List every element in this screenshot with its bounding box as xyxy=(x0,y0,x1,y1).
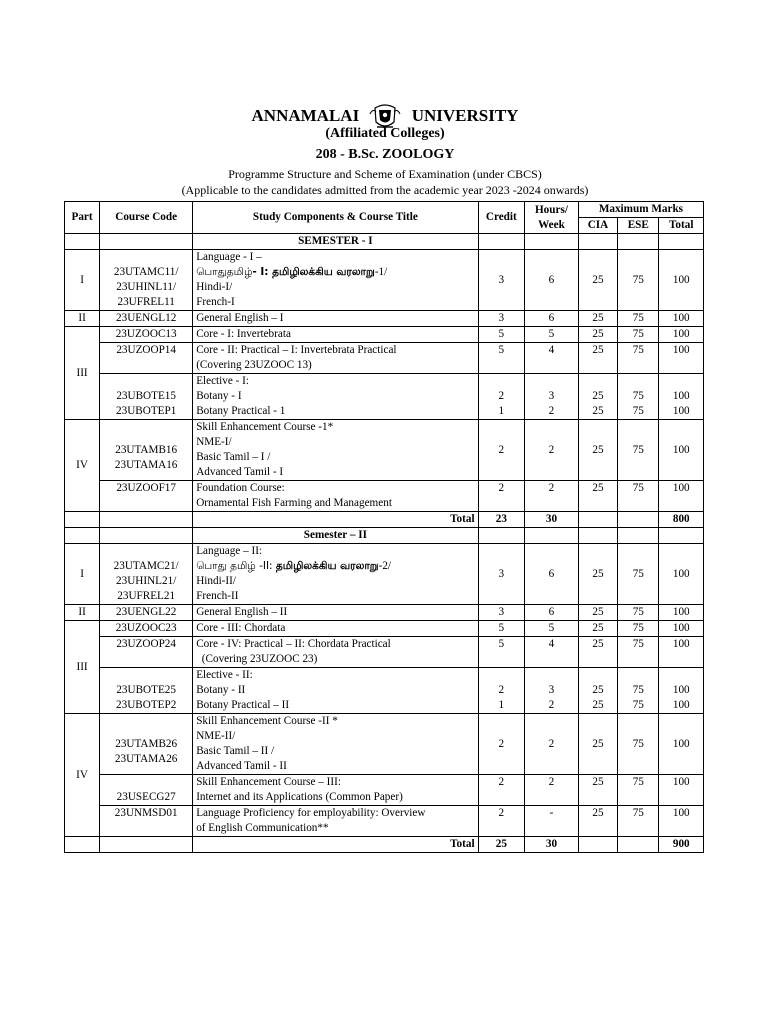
part-cell: IV xyxy=(65,420,100,512)
col-total-header: Total xyxy=(659,218,704,234)
credit-cell: 2 xyxy=(478,420,525,481)
total-cell: 100 100 xyxy=(659,374,704,420)
part-cell: II xyxy=(65,311,100,327)
hours-cell: 2 xyxy=(525,481,579,512)
total-cell: 100 100 xyxy=(659,668,704,714)
table-header-row xyxy=(65,202,704,218)
cia-cell: 25 xyxy=(578,637,617,668)
table-row xyxy=(65,806,704,837)
affiliation-subtitle: (Affiliated Colleges) xyxy=(325,126,445,141)
course-title-cell: Language – II: பொது தமிழ் -II: தமிழிலக்கிய வரலாறு-2/ Hindi-II/ French-II xyxy=(193,544,478,605)
table-row xyxy=(65,621,704,637)
cia-cell: 25 xyxy=(578,605,617,621)
cia-cell: 25 xyxy=(578,806,617,837)
table-row xyxy=(65,668,704,714)
credit-cell: 2 xyxy=(478,806,525,837)
total-cell: 100 xyxy=(659,775,704,806)
course-code-cell: 23UZOOP24 xyxy=(100,637,193,668)
ese-cell: 75 xyxy=(618,775,659,806)
table-row xyxy=(65,311,704,327)
title-left-word: ANNAMALAI xyxy=(251,106,360,125)
title-right-word: UNIVERSITY xyxy=(411,106,519,125)
course-title-cell: Core - IV: Practical – II: Chordata Practical (Covering 23UZOOC 23) xyxy=(193,637,478,668)
col-credit-header: Credit xyxy=(478,202,525,234)
course-code-cell: 23UTAMB26 23UTAMA26 xyxy=(100,714,193,775)
cia-cell: 25 xyxy=(578,250,617,311)
credit-cell: 5 xyxy=(478,637,525,668)
semester-label: Semester – II xyxy=(193,528,478,544)
ese-cell: 75 xyxy=(618,420,659,481)
total-label: Total xyxy=(193,837,478,853)
table-row xyxy=(65,250,704,311)
credit-cell: 2 xyxy=(478,481,525,512)
hours-cell: 6 xyxy=(525,250,579,311)
total-row xyxy=(65,837,704,853)
course-code-cell: 23UZOOF17 xyxy=(100,481,193,512)
max-marks-header: Maximum Marks xyxy=(578,202,703,218)
course-title-cell: Core - III: Chordata xyxy=(193,621,478,637)
course-title-cell: Foundation Course: Ornamental Fish Farming and Management xyxy=(193,481,478,512)
credit-cell: 2 1 xyxy=(478,374,525,420)
course-title-cell: General English – I xyxy=(193,311,478,327)
hours-cell: 3 2 xyxy=(525,668,579,714)
hours-cell: 4 xyxy=(525,637,579,668)
programme-structure-table xyxy=(64,201,704,853)
credit-cell: 5 xyxy=(478,343,525,374)
cia-cell: 25 xyxy=(578,420,617,481)
credit-cell: 5 xyxy=(478,621,525,637)
course-title-cell: Skill Enhancement Course -1* NME-I/ Basic Tamil – I / Advanced Tamil - I xyxy=(193,420,478,481)
course-code-cell: 23UTAMC21/ 23UHINL21/ 23UFREL21 xyxy=(100,544,193,605)
course-title-cell: General English – II xyxy=(193,605,478,621)
total-hours: 30 xyxy=(525,837,579,853)
total-row xyxy=(65,512,704,528)
col-code-header: Course Code xyxy=(100,202,193,234)
total-marks: 900 xyxy=(659,837,704,853)
total-credit: 25 xyxy=(478,837,525,853)
course-title-cell: Core - I: Invertebrata xyxy=(193,327,478,343)
credit-cell: 3 xyxy=(478,544,525,605)
ese-cell: 75 75 xyxy=(618,374,659,420)
course-code-cell: 23USECG27 xyxy=(100,775,193,806)
course-code-cell: 23UZOOC23 xyxy=(100,621,193,637)
table-row xyxy=(65,775,704,806)
ese-cell: 75 xyxy=(618,621,659,637)
part-cell: IV xyxy=(65,714,100,837)
total-cell: 100 xyxy=(659,637,704,668)
total-cell: 100 xyxy=(659,311,704,327)
cia-cell: 25 xyxy=(578,311,617,327)
hours-cell: 2 xyxy=(525,775,579,806)
total-cell: 100 xyxy=(659,481,704,512)
credit-cell: 2 xyxy=(478,714,525,775)
total-cell: 100 xyxy=(659,327,704,343)
programme-title: 208 - B.Sc. ZOOLOGY xyxy=(315,147,455,162)
part-cell: II xyxy=(65,605,100,621)
structure-caption: Programme Structure and Scheme of Examination (under CBCS) xyxy=(228,167,542,181)
total-cell: 100 xyxy=(659,806,704,837)
total-cell: 100 xyxy=(659,343,704,374)
cia-cell: 25 xyxy=(578,621,617,637)
semester-row xyxy=(65,234,704,250)
table-row xyxy=(65,374,704,420)
course-code-cell: 23UZOOC13 xyxy=(100,327,193,343)
ese-cell: 75 xyxy=(618,544,659,605)
hours-cell: 2 xyxy=(525,420,579,481)
cia-cell: 25 xyxy=(578,544,617,605)
ese-cell: 75 xyxy=(618,250,659,311)
table-row xyxy=(65,637,704,668)
total-cell: 100 xyxy=(659,714,704,775)
col-part-header: Part xyxy=(65,202,100,234)
credit-cell: 3 xyxy=(478,250,525,311)
part-cell: III xyxy=(65,621,100,714)
ese-cell: 75 xyxy=(618,605,659,621)
course-title-cell: Core - II: Practical – I: Invertebrata Practical (Covering 23UZOOC 13) xyxy=(193,343,478,374)
col-title-header: Study Components & Course Title xyxy=(193,202,478,234)
part-cell: I xyxy=(65,544,100,605)
cia-cell: 25 xyxy=(578,481,617,512)
course-code-cell: 23UTAMB16 23UTAMA16 xyxy=(100,420,193,481)
table-row xyxy=(65,343,704,374)
course-title-cell: Elective - I: Botany - I Botany Practical - 1 xyxy=(193,374,478,420)
hours-cell: 6 xyxy=(525,311,579,327)
total-cell: 100 xyxy=(659,605,704,621)
credit-cell: 3 xyxy=(478,605,525,621)
total-cell: 100 xyxy=(659,250,704,311)
course-title-cell: Skill Enhancement Course – III: Internet and its Applications (Common Paper) xyxy=(193,775,478,806)
cia-cell: 25 xyxy=(578,775,617,806)
course-code-cell: 23UTAMC11/ 23UHINL11/ 23UFREL11 xyxy=(100,250,193,311)
hours-cell: 3 2 xyxy=(525,374,579,420)
course-title-cell: Language - I – பொதுதமிழ்- I: தமிழிலக்கிய வரலாறு-1/ Hindi-I/ French-I xyxy=(193,250,478,311)
table-row xyxy=(65,327,704,343)
course-code-cell: 23UBOTE25 23UBOTEP2 xyxy=(100,668,193,714)
table-row xyxy=(65,605,704,621)
total-credit: 23 xyxy=(478,512,525,528)
course-title-cell: Language Proficiency for employability: Overview of English Communication** xyxy=(193,806,478,837)
credit-cell: 5 xyxy=(478,327,525,343)
col-cia-header: CIA xyxy=(578,218,617,234)
course-title-cell: Elective - II: Botany - II Botany Practical – II xyxy=(193,668,478,714)
part-cell: I xyxy=(65,250,100,311)
ese-cell: 75 xyxy=(618,714,659,775)
ese-cell: 75 xyxy=(618,343,659,374)
course-code-cell: 23UBOTE15 23UBOTEP1 xyxy=(100,374,193,420)
ese-cell: 75 xyxy=(618,327,659,343)
ese-cell: 75 xyxy=(618,481,659,512)
cia-cell: 25 25 xyxy=(578,668,617,714)
course-code-cell: 23UENGL12 xyxy=(100,311,193,327)
total-marks: 800 xyxy=(659,512,704,528)
cia-cell: 25 25 xyxy=(578,374,617,420)
table-row xyxy=(65,714,704,775)
total-hours: 30 xyxy=(525,512,579,528)
semester-row xyxy=(65,528,704,544)
total-cell: 100 xyxy=(659,621,704,637)
credit-cell: 2 1 xyxy=(478,668,525,714)
ese-cell: 75 75 xyxy=(618,668,659,714)
hours-cell: 5 xyxy=(525,621,579,637)
cia-cell: 25 xyxy=(578,714,617,775)
hours-cell: - xyxy=(525,806,579,837)
hours-cell: 5 xyxy=(525,327,579,343)
table-row xyxy=(65,481,704,512)
part-cell: III xyxy=(65,327,100,420)
credit-cell: 3 xyxy=(478,311,525,327)
hours-cell: 6 xyxy=(525,605,579,621)
table-row xyxy=(65,544,704,605)
col-ese-header: ESE xyxy=(618,218,659,234)
course-title-cell: Skill Enhancement Course -II * NME-II/ Basic Tamil – II / Advanced Tamil - II xyxy=(193,714,478,775)
col-hours-header: Hours/ Week xyxy=(525,202,579,234)
ese-cell: 75 xyxy=(618,311,659,327)
table-row xyxy=(65,420,704,481)
ese-cell: 75 xyxy=(618,637,659,668)
hours-cell: 6 xyxy=(525,544,579,605)
total-cell: 100 xyxy=(659,420,704,481)
total-cell: 100 xyxy=(659,544,704,605)
total-label: Total xyxy=(193,512,478,528)
cia-cell: 25 xyxy=(578,343,617,374)
semester-label: SEMESTER - I xyxy=(193,234,478,250)
hours-cell: 2 xyxy=(525,714,579,775)
cia-cell: 25 xyxy=(578,327,617,343)
course-code-cell: 23UNMSD01 xyxy=(100,806,193,837)
credit-cell: 2 xyxy=(478,775,525,806)
ese-cell: 75 xyxy=(618,806,659,837)
hours-cell: 4 xyxy=(525,343,579,374)
course-code-cell: 23UZOOP14 xyxy=(100,343,193,374)
applicability-note: (Applicable to the candidates admitted from the academic year 2023 -2024 onwards) xyxy=(181,183,589,197)
course-code-cell: 23UENGL22 xyxy=(100,605,193,621)
